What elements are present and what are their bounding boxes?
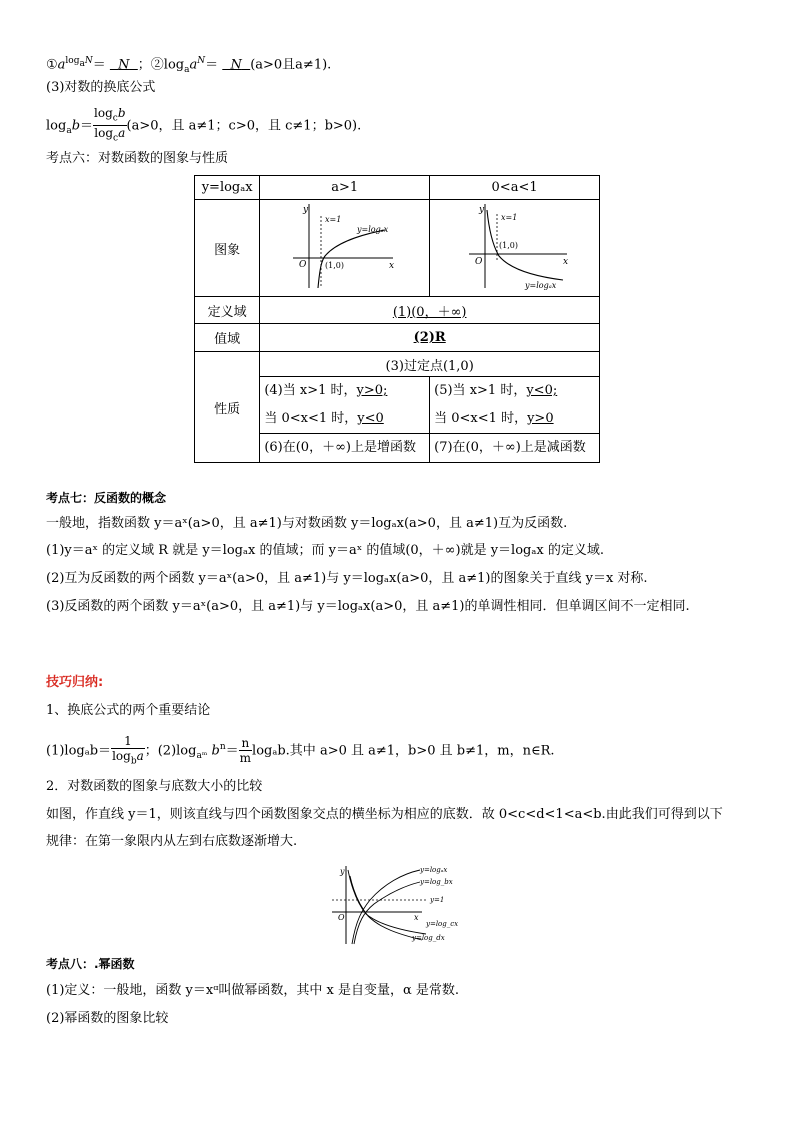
graph-decreasing (430, 200, 600, 297)
range-value: (2)R (260, 324, 600, 352)
kd8-line-2: (2)幂函数的图象比较 (46, 1011, 169, 1026)
answer-n2: N (230, 57, 242, 73)
kd7-line-1: 一般地，指数函数 y＝aˣ(a>0，且 a≠1)与对数函数 y＝logₐx(a>0，且 a≠1)互为反函数. (46, 516, 568, 531)
kd8-line-1: (1)定义：一般地，函数 y＝xᵅ叫做幂函数，其中 x 是自变量，α 是常数. (46, 983, 460, 998)
tip1-title: 1、换底公式的两个重要结论 (46, 703, 211, 718)
change-base-title: (3)对数的换底公式 (46, 80, 156, 95)
row-label-range: 值域 (195, 324, 260, 352)
section-title-6: 考点六：对数函数的图象与性质 (46, 151, 229, 166)
header-a-gt-1: a>1 (260, 176, 430, 200)
row-label-domain: 定义域 (195, 297, 260, 324)
row-label-graph: 图象 (195, 200, 260, 297)
log-properties-table (194, 175, 600, 463)
kd7-line-2: (1)y＝aˣ 的定义域 R 就是 y＝logₐx 的值域；而 y＝aˣ 的值域(0，＋∞)就是 y＝logₐx 的定义域. (46, 543, 604, 558)
svg-text:x: x (388, 261, 394, 271)
kd7-line-3: (2)互为反函数的两个函数 y＝aˣ(a>0，且 a≠1)与 y＝logₐx(a>0，且 a≠1)的图象关于直线 y＝x 对称. (46, 571, 648, 586)
log-graph-decreasing (435, 200, 595, 292)
svg-text:x: x (414, 913, 419, 922)
tip1-formulas: (1)logₐb＝ $\frac{1}{\log_ba}$ ；$(2)\log_{aᵐ}$ $b^n=$ $\frac{n}{m}$ logₐb.其中 a>0 且 a≠1，b>0 且 b≠1，m，n∈R. (46, 733, 555, 767)
svg-text:y=logₐx: y=logₐx (420, 866, 448, 874)
svg-text:y=logₐx: y=logₐx (356, 225, 388, 234)
svg-text:x=1: x=1 (500, 213, 517, 222)
log-base-comparison-figure (326, 860, 466, 946)
log-graph-increasing (265, 200, 425, 292)
tip2-line-1: 如图，作直线 y＝1，则该直线与四个函数图象交点的横坐标为相应的底数．故 0<c<d<1<a<b.由此我们可得到以下 (46, 807, 723, 822)
section-title-7: 考点七：反函数的概念 (46, 491, 167, 505)
header-func: y=logₐx (195, 176, 260, 200)
tips-title: 技巧归纳: (46, 675, 104, 690)
svg-text:(1,0): (1,0) (324, 261, 344, 270)
answer-n1: N (118, 57, 130, 73)
domain-value: (1)(0，＋∞) (260, 297, 600, 324)
section-title-8: 考点八：.幂函数 (46, 957, 135, 971)
fixed-point: (3)过定点(1,0) (260, 352, 600, 377)
svg-text:O: O (338, 913, 345, 922)
svg-text:x=1: x=1 (324, 215, 342, 224)
tip2-title: 2．对数函数的图象与底数大小的比较 (46, 779, 263, 794)
header-a-lt-1: 0<a<1 (430, 176, 600, 200)
property-6: (6)在(0，＋∞)上是增函数 (260, 434, 430, 463)
property-5: (5)当 x>1 时，y<0; 当 0<x<1 时，y>0 (430, 377, 600, 434)
kd7-line-4: (3)反函数的两个函数 y＝aˣ(a>0，且 a≠1)与 y＝logₐx(a>0，且 a≠1)的单调性相同．但单调区间不一定相同. (46, 599, 690, 614)
svg-text:O: O (298, 260, 307, 270)
svg-text:y=logₐx: y=logₐx (524, 281, 556, 290)
property-4: (4)当 x>1 时，y>0; 当 0<x<1 时，y<0 (260, 377, 430, 434)
svg-text:O: O (474, 257, 482, 267)
svg-text:(1,0): (1,0) (498, 241, 518, 250)
svg-text:y=log_bx: y=log_bx (420, 878, 453, 886)
svg-text:y=log_cx: y=log_cx (426, 920, 459, 928)
graph-increasing (260, 200, 430, 297)
property-7: (7)在(0，＋∞)上是减函数 (430, 434, 600, 463)
svg-text:y: y (340, 867, 345, 876)
row-label-properties: 性质 (195, 352, 260, 463)
svg-text:y=1: y=1 (430, 896, 445, 904)
svg-text:y: y (302, 205, 308, 215)
svg-text:y=log_dx: y=log_dx (412, 934, 445, 942)
identity-line: $①a^{logaN}=$ N ；$②\log_aa^N=$ N (a>0且a≠1). (46, 56, 332, 75)
svg-text:y: y (478, 205, 484, 215)
svg-text:x: x (562, 257, 568, 267)
change-base-formula: $\log_ab=$ $\frac{\log_cb}{\log_ca}$ (a>0，且 a≠1；c>0，且 c≠1；b>0). (46, 106, 362, 144)
tip2-line-2: 规律：在第一象限内从左到右底数逐渐增大. (46, 834, 298, 849)
